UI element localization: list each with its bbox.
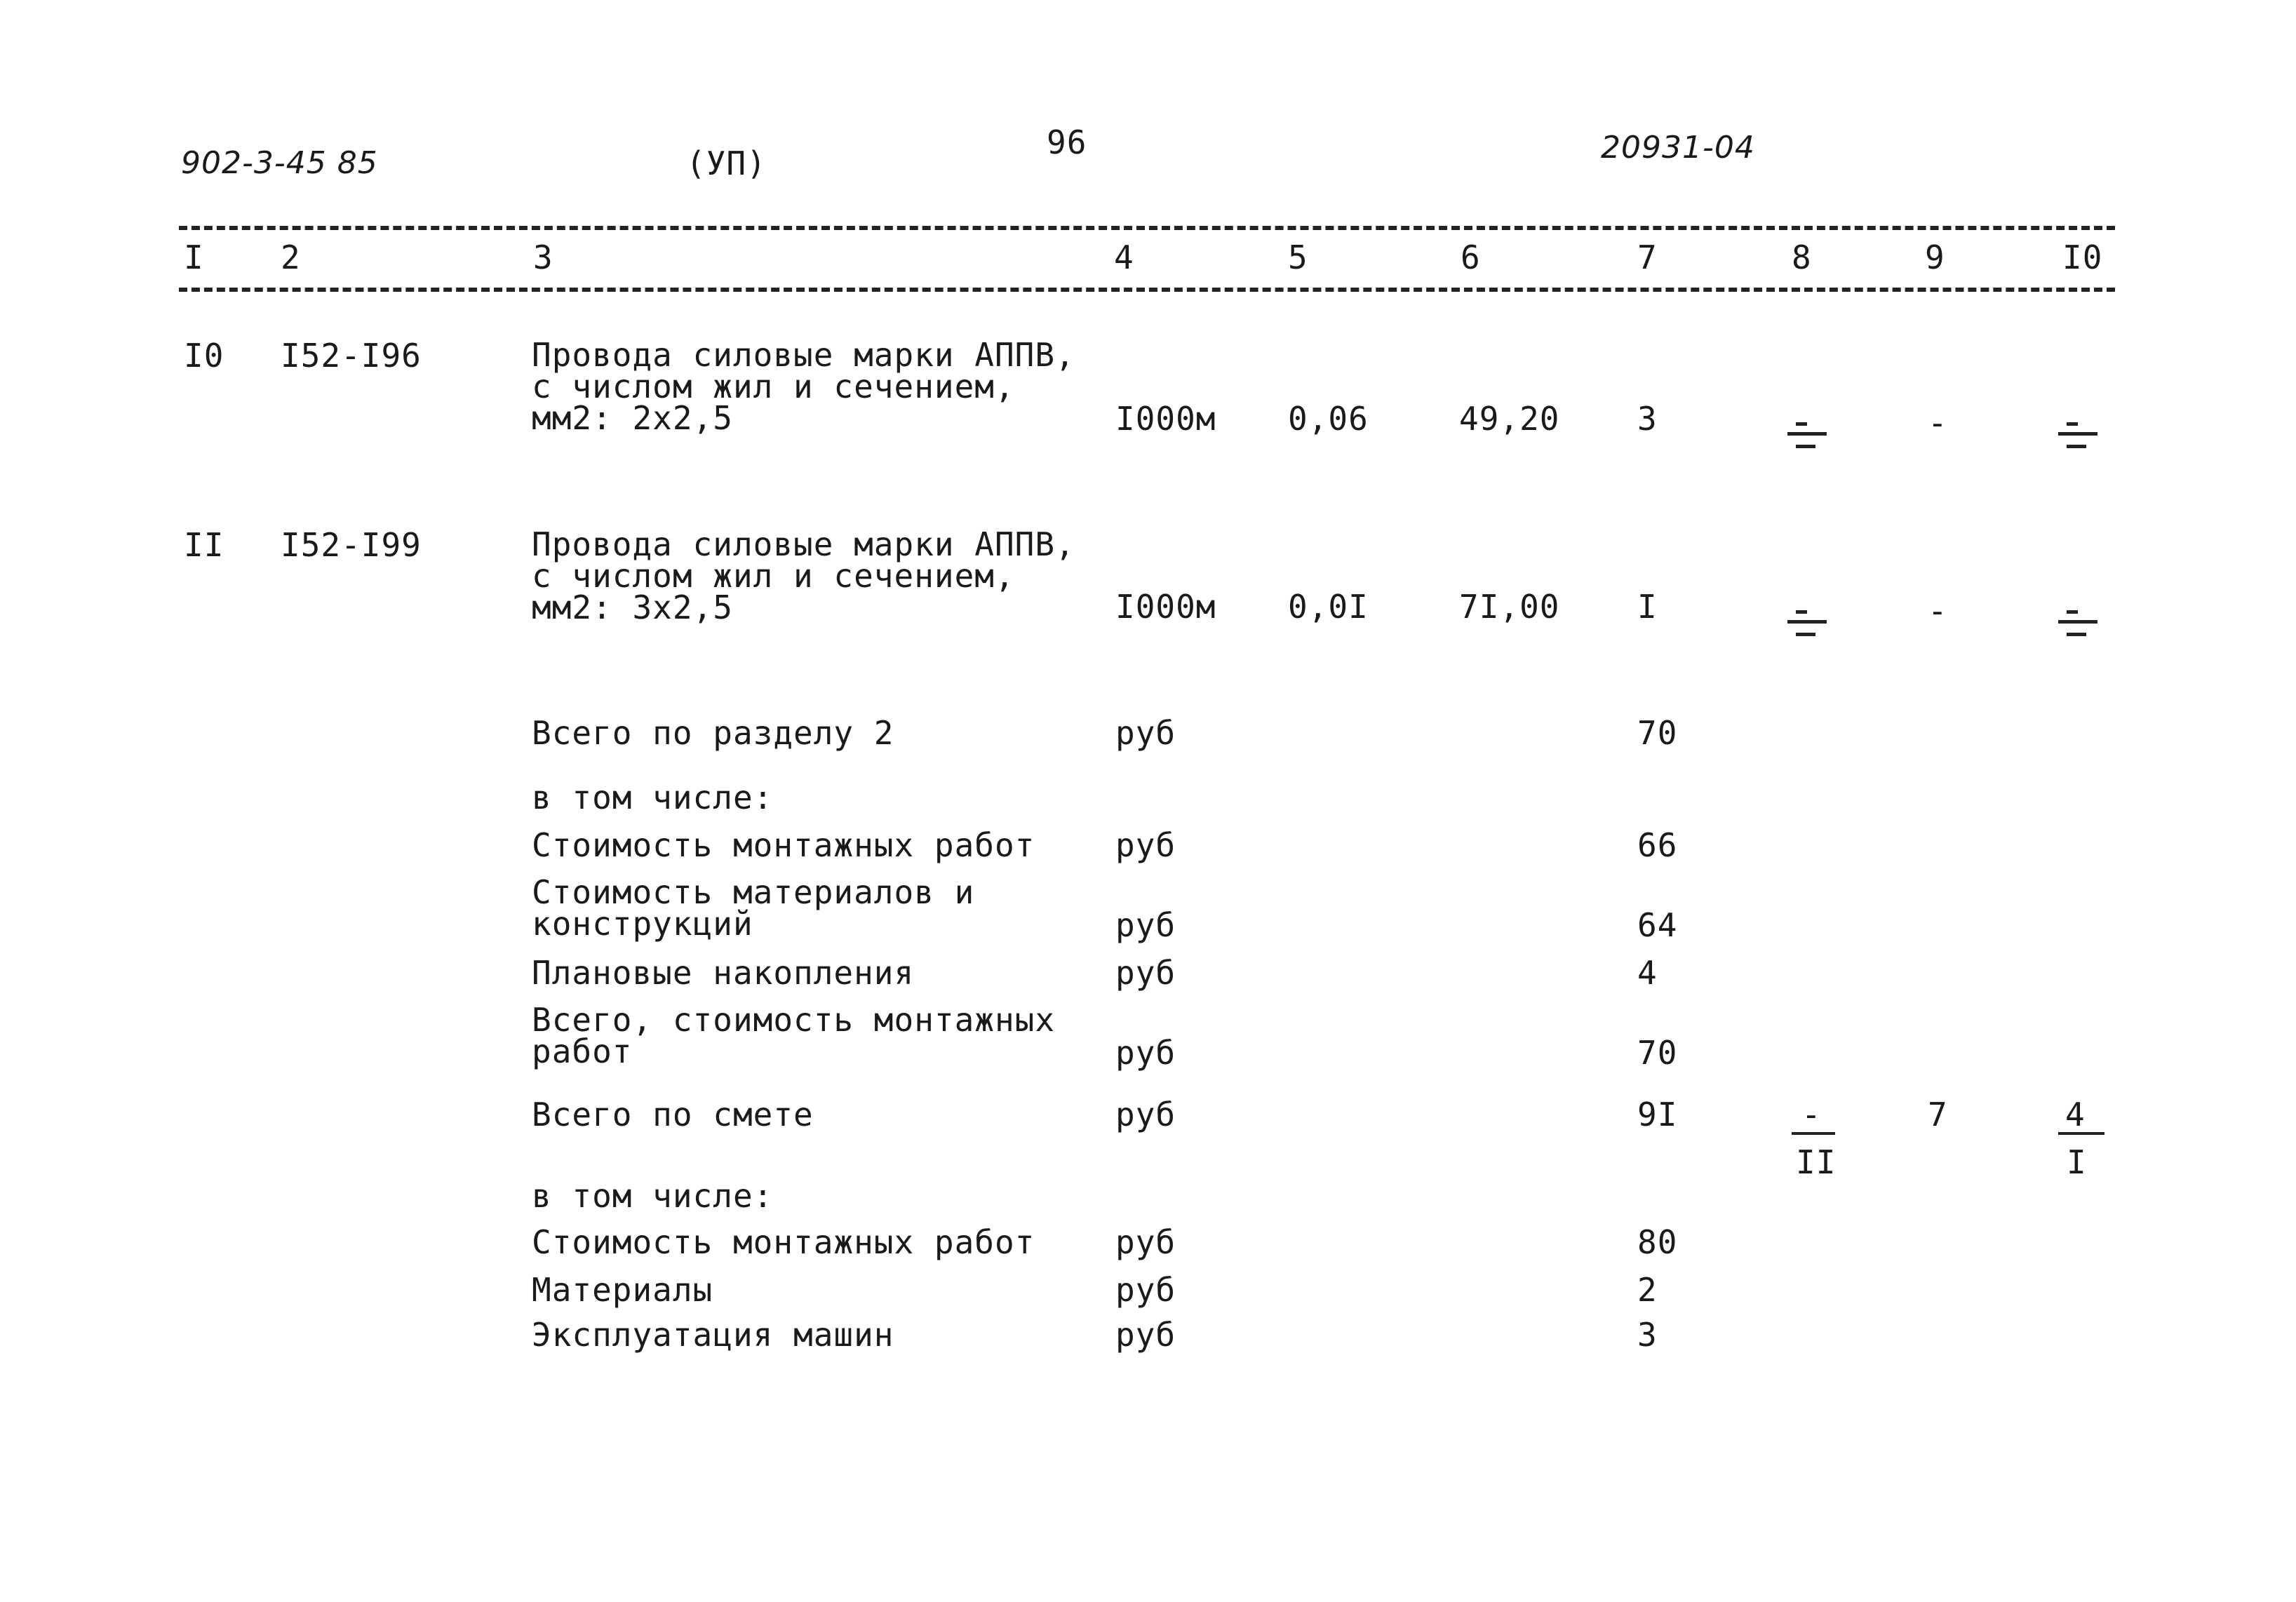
install-cost-unit: руб <box>1115 826 1176 864</box>
estimate-total-label: Всего по смете <box>532 1096 814 1133</box>
machines-label: Эксплуатация машин <box>532 1316 894 1354</box>
install-cost-2-label: Стоимость монтажных работ <box>532 1223 1035 1261</box>
planned-savings-value: 4 <box>1637 954 1658 992</box>
including-label-1: в том числе: <box>532 779 774 816</box>
materials-cost-value: 64 <box>1637 906 1678 944</box>
row-2-code: I52-I99 <box>281 526 422 564</box>
header-top-rule <box>179 226 2115 230</box>
row-1-number: I0 <box>184 337 224 375</box>
estimate-total-col10-denominator: I <box>2067 1143 2087 1181</box>
column-header-10: I0 <box>2062 238 2103 276</box>
row-2-number: II <box>184 526 224 564</box>
column-header-8: 8 <box>1792 238 1812 276</box>
section-total-value: 70 <box>1637 714 1678 752</box>
estimate-total-col10-fraction-bar <box>2058 1132 2104 1135</box>
column-header-7: 7 <box>1637 238 1658 276</box>
estimate-total-col8-fraction-bar <box>1792 1132 1835 1135</box>
materials-value: 2 <box>1637 1271 1658 1309</box>
total-install-unit: руб <box>1115 1034 1176 1072</box>
row-2-total: I <box>1637 588 1658 626</box>
row-1-code: I52-I96 <box>281 337 422 375</box>
materials-cost-unit: руб <box>1115 906 1176 944</box>
row-2-col9: - <box>1928 592 1948 630</box>
machines-unit: руб <box>1115 1316 1176 1354</box>
install-cost-label: Стоимость монтажных работ <box>532 826 1035 864</box>
estimate-total-col9: 7 <box>1928 1096 1948 1133</box>
row-1-unit: I000м <box>1115 400 1216 438</box>
row-1-description: Провода силовые марки АППВ, с числом жил и сечением, мм2: 2х2,5 <box>532 336 1075 437</box>
row-1-price: 49,20 <box>1459 400 1560 438</box>
estimate-total-col8-denominator: II <box>1796 1143 1837 1181</box>
install-cost-2-value: 80 <box>1637 1223 1678 1261</box>
edition-label: (УП) <box>686 144 767 182</box>
install-cost-2-unit: руб <box>1115 1223 1176 1261</box>
row-2-quantity: 0,0I <box>1288 588 1369 626</box>
column-header-3: 3 <box>533 238 553 276</box>
row-1-col9: - <box>1928 404 1948 442</box>
row-2-price: 7I,00 <box>1459 588 1560 626</box>
materials-cost-label: Стоимость материалов и конструкций <box>532 873 975 943</box>
planned-savings-label: Плановые накопления <box>532 954 915 992</box>
header-bottom-rule <box>179 288 2115 292</box>
column-header-5: 5 <box>1288 238 1308 276</box>
machines-value: 3 <box>1637 1316 1658 1354</box>
column-header-4: 4 <box>1114 238 1134 276</box>
section-total-label: Всего по разделу 2 <box>532 714 894 752</box>
materials-unit: руб <box>1115 1271 1176 1309</box>
row-1-total: 3 <box>1637 400 1658 438</box>
column-header-2: 2 <box>281 238 301 276</box>
row-2-unit: I000м <box>1115 588 1216 626</box>
estimate-total-col8-numerator: - <box>1801 1096 1822 1133</box>
planned-savings-unit: руб <box>1115 954 1176 992</box>
install-cost-value: 66 <box>1637 826 1678 864</box>
document-number: 20931-04 <box>1601 130 1755 166</box>
document-code: 902-3-45 85 <box>181 145 378 181</box>
row-1-quantity: 0,06 <box>1288 400 1369 438</box>
materials-label: Материалы <box>532 1271 713 1309</box>
estimate-total-unit: руб <box>1115 1096 1176 1133</box>
including-label-2: в том числе: <box>532 1177 774 1215</box>
total-install-label: Всего, стоимость монтажных работ <box>532 1001 1056 1070</box>
column-header-1: I <box>184 238 204 276</box>
section-total-unit: руб <box>1115 714 1176 752</box>
page-number: 96 <box>1047 123 1087 161</box>
column-header-6: 6 <box>1461 238 1481 276</box>
total-install-value: 70 <box>1637 1034 1678 1072</box>
row-2-description: Провода силовые марки АППВ, с числом жил и сечением, мм2: 3х2,5 <box>532 525 1075 626</box>
estimate-total-value: 9I <box>1637 1096 1678 1133</box>
column-header-9: 9 <box>1925 238 1945 276</box>
estimate-total-col10-numerator: 4 <box>2065 1096 2086 1133</box>
